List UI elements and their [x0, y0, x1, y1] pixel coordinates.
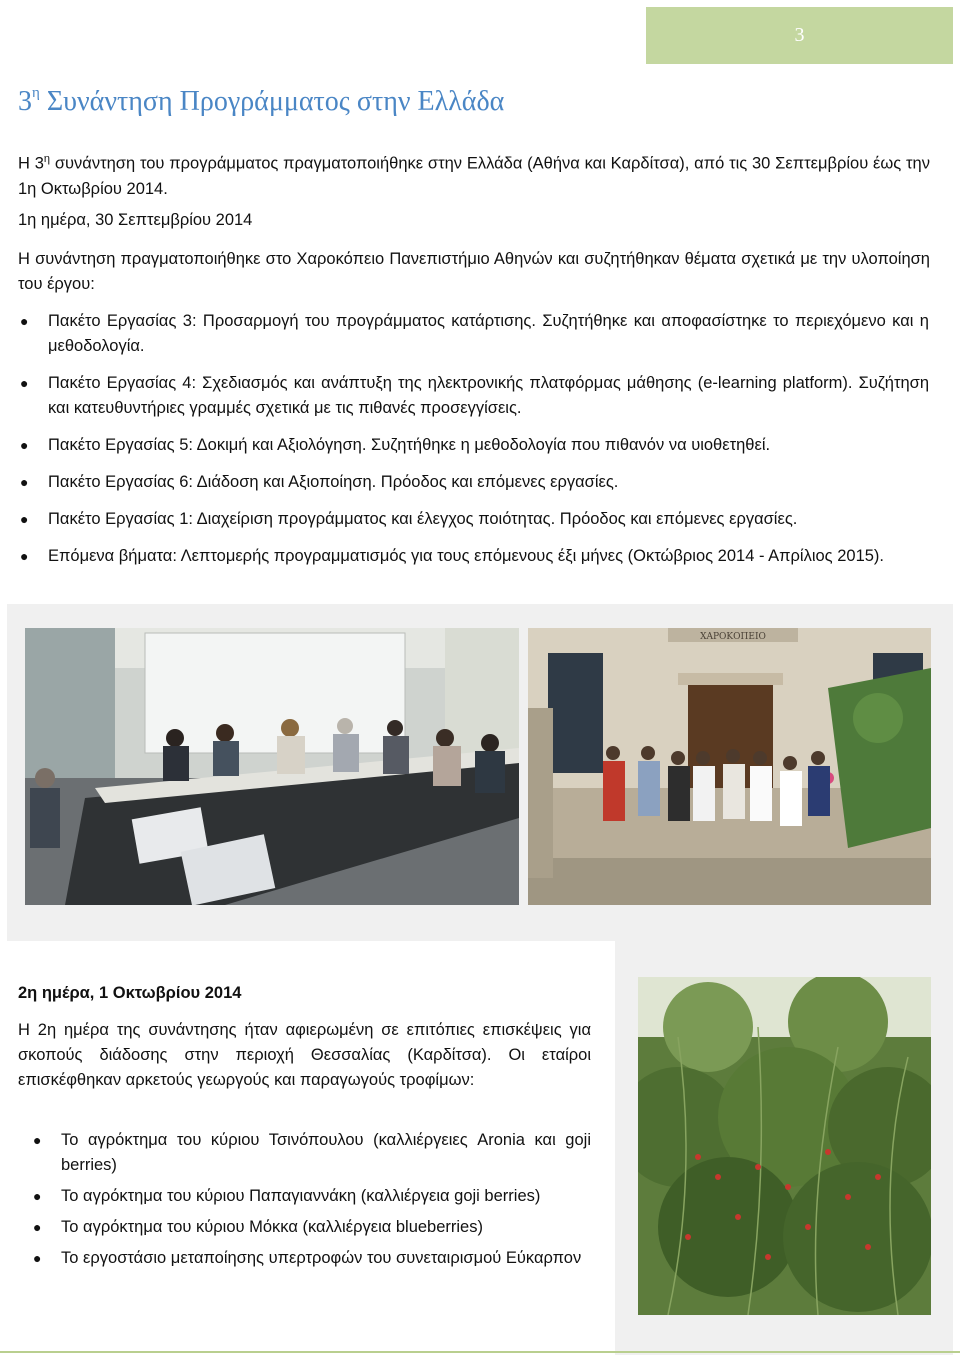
day1-paragraph: Η συνάντηση πραγματοποιήθηκε στο Χαροκόπειο Πανεπιστήμιο Αθηνών και συζητήθηκαν θέματα σχετικά με την υλοποίηση του έργου: — [18, 250, 930, 293]
list-item: ● Το εργοστάσιο μεταποίησης υπερτροφών του συνεταιρισμού Εύκαρπον — [61, 1246, 591, 1271]
bullet-icon: ● — [33, 1188, 42, 1204]
goji-field-photo — [638, 977, 931, 1315]
list-item: ● Πακέτο Εργασίας 5: Δοκιμή και Αξιολόγηση. Συζητήθηκε η μεθοδολογία που πιθανόν να υιοθετηθεί. — [48, 433, 929, 458]
list-item: ● Το αγρόκτημα του κύριου Παπαγιαννάκη (καλλιέργεια goji berries) — [61, 1184, 591, 1209]
list-item: ● Το αγρόκτημα του κύριου Μόκκα (καλλιέργεια blueberries) — [61, 1215, 591, 1240]
list-item: ● Πακέτο Εργασίας 3: Προσαρμογή του προγράμματος κατάρτισης. Συζητήθηκε και αποφασίστηκε το περιεχόμενο και η μεθοδολογία. — [48, 309, 929, 359]
list-item: ● Πακέτο Εργασίας 4: Σχεδιασμός και ανάπτυξη της ηλεκτρονικής πλατφόρμας μάθησης (e-learning platform). Συζήτηση και κατευθυντήριες γραμμές σχετικά με τις πιθανές προσεγγίσεις. — [48, 371, 929, 421]
list-item: ● Το αγρόκτημα του κύριου Τσινόπουλου (καλλιέργειες Aronia και goji berries) — [61, 1128, 591, 1178]
intro-paragraph: Η $3^\eta$ συνάντηση του προγράμματος πραγματοποιήθηκε στην Ελλάδα (Αθήνα και Καρδίτσα), από τις 30 Σεπτεμβρίου έως την 1η Οκτωβρίου 2014. — [18, 153, 930, 198]
meeting-room-photo — [25, 628, 519, 905]
page-number: 3 — [794, 24, 805, 46]
bullet-icon: ● — [20, 375, 29, 391]
list-item: ● Πακέτο Εργασίας 6: Διάδοση και Αξιοποίηση. Πρόοδος και επόμενες εργασίες. — [48, 470, 929, 495]
building-sign: ΧΑΡΟΚΟΠΕΙΟ — [700, 632, 766, 642]
page-number-band — [646, 7, 953, 64]
day2-bullet-list — [33, 1128, 591, 1277]
list-item: ● Επόμενα βήματα: Λεπτομερής προγραμματισμός για τους επόμενους έξι μήνες (Οκτώβριος 2014 - Απρίλιος 2015). — [48, 544, 929, 569]
bottom-rule — [0, 1351, 960, 1353]
bullet-icon: ● — [20, 474, 29, 490]
bullet-icon: ● — [20, 437, 29, 453]
bullet-icon: ● — [33, 1219, 42, 1235]
building-group-photo — [528, 628, 931, 905]
page-title: $3^\eta$ Συνάντηση Προγράμματος στην Ελλάδα — [18, 84, 505, 117]
day1-bullet-list — [20, 309, 929, 581]
bullet-icon: ● — [33, 1250, 42, 1266]
bullet-icon: ● — [33, 1132, 42, 1148]
bullet-icon: ● — [20, 511, 29, 527]
day2-paragraph: Η 2η ημέρα της συνάντησης ήταν αφιερωμένη σε επιτόπιες επισκέψεις για σκοπούς διάδοσης στην περιοχή Θεσσαλίας (Καρδίτσα). Οι εταίροι επισκέφθηκαν αρκετούς γεωργούς και παραγωγούς τροφίμων: — [18, 1021, 591, 1089]
bullet-icon: ● — [20, 548, 29, 564]
list-item: ● Πακέτο Εργασίας 1: Διαχείριση προγράμματος και έλεγχος ποιότητας. Πρόοδος και επόμενες εργασίες. — [48, 507, 929, 532]
bullet-icon: ● — [20, 313, 29, 329]
day1-heading: 1η ημέρα, 30 Σεπτεμβρίου 2014 — [18, 211, 253, 229]
day2-heading: 2η ημέρα, 1 Οκτωβρίου 2014 — [18, 984, 242, 1002]
